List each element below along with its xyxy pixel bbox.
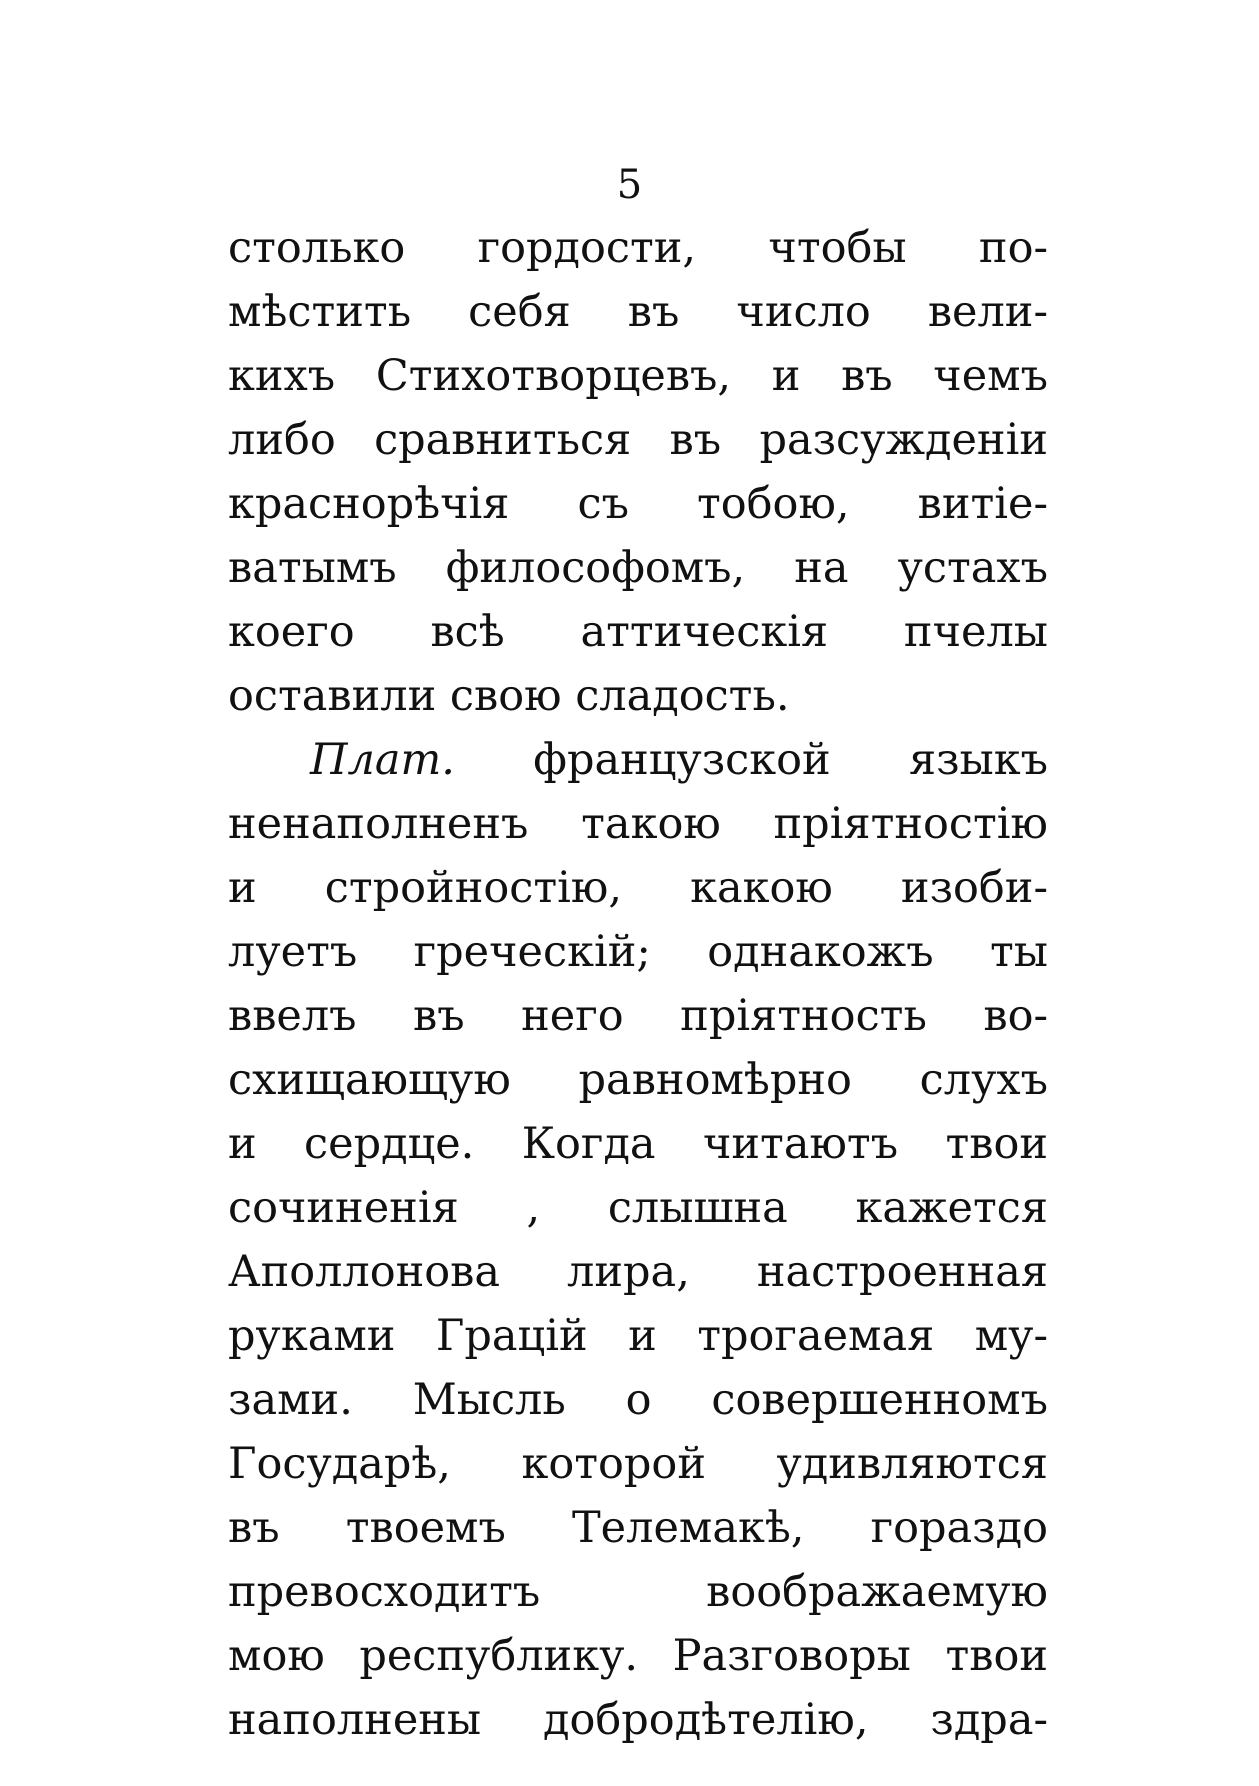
text-line: ватымъ философомъ, на устахъ [228, 543, 1048, 593]
paragraph-2 [228, 728, 1048, 1752]
text-line: краснорѣчія съ тобою, витіе- [228, 479, 1048, 529]
text-line: въ твоемъ Телемакѣ, гораздо [228, 1503, 1048, 1553]
text-line: столько гордости, чтобы по- [228, 223, 1048, 273]
paragraph-1 [228, 216, 1048, 728]
text-line: руками Грацій и трогаемая му- [228, 1311, 1048, 1361]
text-line: и сердце. Когда читаютъ твои [228, 1119, 1048, 1169]
text-line: и стройностію, какою изоби- [228, 863, 1048, 913]
text-line-rest: французской языкъ [533, 735, 1048, 785]
text-line: ввелъ въ него пріятность во- [228, 991, 1048, 1041]
text-line: кихъ Стихотворцевъ, и въ чемъ [228, 351, 1048, 401]
text-line: ненаполненъ такою пріятностію [228, 799, 1048, 849]
text-line: луетъ греческій; однакожъ ты [228, 927, 1048, 977]
text-line: наполнены добродѣтелію, здра- [228, 1695, 1048, 1745]
speaker-name: Плат. [310, 735, 455, 785]
text-line: превосходитъ воображаемую [228, 1567, 1048, 1617]
text-line: Аполлонова лира, настроенная [228, 1247, 1048, 1297]
text-line: оставили свою сладость. [228, 671, 790, 721]
text-line: коего всѣ аттическія пчелы [228, 607, 1048, 657]
text-line: Государѣ, которой удивляются [228, 1439, 1048, 1489]
text-line: зами. Мысль о совершенномъ [228, 1375, 1048, 1425]
text-line: мою республику. Разговоры твои [228, 1631, 1048, 1681]
text-line: схищающую равномѣрно слухъ [228, 1055, 1048, 1105]
text-line: либо сравниться въ разсужденіи [228, 415, 1048, 465]
text-line: сочиненія , слышна кажется [228, 1183, 1048, 1233]
page-number: 5 [616, 162, 643, 208]
text-line: мѣстить себя въ число вели- [228, 287, 1048, 337]
first-text-line [228, 728, 1048, 792]
